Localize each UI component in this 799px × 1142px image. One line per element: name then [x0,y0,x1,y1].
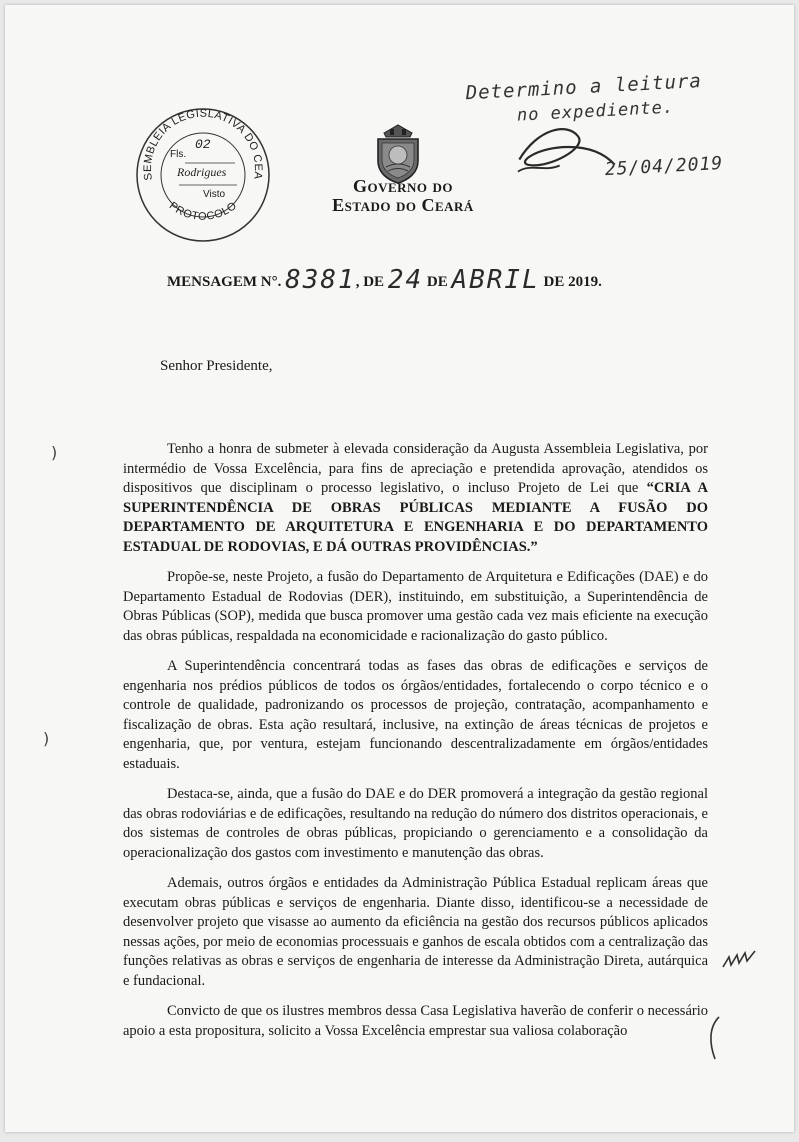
margin-initials-icon [721,947,761,973]
paragraph-3: A Superintendência concentrará todas as fases das obras de edificações e serviços de engenharia nos prédios públicos de todos os órgãos/entidades, fortalecendo o corpo técnico e o controle de qualidade, padronizando os processos de projeção, contratação, acompanhamento e fiscalização de obras. Esta ação resultará, inclusive, na extinção de áreas técnicas de projetos e engenharia, que, por ventura, estejam funcionando descentralizadamente em órgãos/entidades estaduais. [123,658,708,772]
message-de1: , DE [355,274,385,290]
end-mark-icon [705,1013,727,1063]
gov-title-line1: Governo do [352,176,454,196]
stamp-visto-label: Visto [203,189,226,200]
paragraph-1-text: Tenho a honra de submeter à elevada consideração da Augusta Assembleia Legislativa, por intermédio de Vossa Excelência, para fins de apreciação e pretendida aprovação, atendidos os dispositivos que disciplinam o processo legislativo, o incluso Projeto de Lei que [123,441,708,496]
gov-title-line2: Estado do Ceará [332,195,474,215]
message-suffix: DE 2019. [543,274,602,290]
stamp-signature: Rodrigues [177,165,227,179]
stamp-ring-top-text: SEMBLEIA LEGISLATIVA DO CEA [141,107,265,182]
letter-body [123,440,708,1052]
dispatch-line1: Determino a leitura [465,69,703,105]
paragraph-4: Destaca-se, ainda, que a fusão do DAE e do DER promoverá a integração da gestão regional das obras rodoviárias e de edificações, resultando na redução do número dos distritos operacionais, e dos sistemas de controles de obras públicas, propiciando o gerenciamento e a consolidação da operacionalização dos gastos com investimento e manutenção das obras. [123,786,708,861]
protocol-stamp [133,105,273,245]
handwritten-dispatch [435,66,775,181]
document-page [5,5,794,1132]
stamp-ring-bottom-text: PROTOCOLO [166,199,240,223]
dispatch-line2: no expediente. [516,97,675,126]
punch-mark-icon: ) [51,443,58,462]
punch-mark-icon: ) [43,729,50,748]
greeting: Senhor Presidente, [160,358,273,374]
paragraph-6: Convicto de que os ilustres membros dessa Casa Legislativa haverão de conferir o necessário apoio a esta propositura, solicito a Vossa Excelência emprestar sua valiosa colaboração [123,1003,708,1039]
message-day: 24 [387,265,424,295]
message-month: ABRIL [451,265,540,295]
paragraph-1-bill-title: “CRIA A SUPERINTENDÊNCIA DE OBRAS PÚBLICAS MEDIANTE A FUSÃO DO DEPARTAMENTO DE ARQUITETURA E ENGENHARIA E DO DEPARTAMENTO ESTADUAL DE RODOVIAS, E DÁ OUTRAS PROVIDÊNCIAS.” [123,480,708,555]
paragraph-5: Ademais, outros órgãos e entidades da Administração Pública Estadual replicam áreas que executam obras públicas e serviços de engenharia. Diante disso, identificou-se a necessidade de desenvolver projeto que visasse ao aumento da eficiência na gestão dos recursos públicos aplicados nessas ações, por meio de economias processuais e ganhos de escala obtidos com a centralização das funções relativas as obras e serviços de engenharia de interesse da Administração Direta, autárquica e fundacional. [123,875,708,989]
message-prefix: MENSAGEM N°. [167,274,282,290]
stamp-fls-label: Fls. [170,149,187,160]
paragraph-1 [123,440,708,557]
stamp-fls-number: 02 [195,137,211,152]
dispatch-date: 25/04/2019 [604,152,724,181]
svg-text:PROTOCOLO [167,200,239,223]
message-heading [167,263,667,293]
message-de2: DE [426,274,448,290]
dispatch-signature-icon [507,114,620,180]
paragraph-2: Propõe-se, neste Projeto, a fusão do Departamento de Arquitetura e Edificações (DAE) e do Departamento Estadual de Rodovias (DER), instituindo, em substituição, a Superintendência de Obras Públicas (SOP), medida que busca promover uma gestão cada vez mais eficiente na execução das obras públicas, respaldada na economicidade e racionalização do gasto público. [123,569,708,644]
message-number: 8381 [285,265,356,295]
government-title [303,177,503,215]
